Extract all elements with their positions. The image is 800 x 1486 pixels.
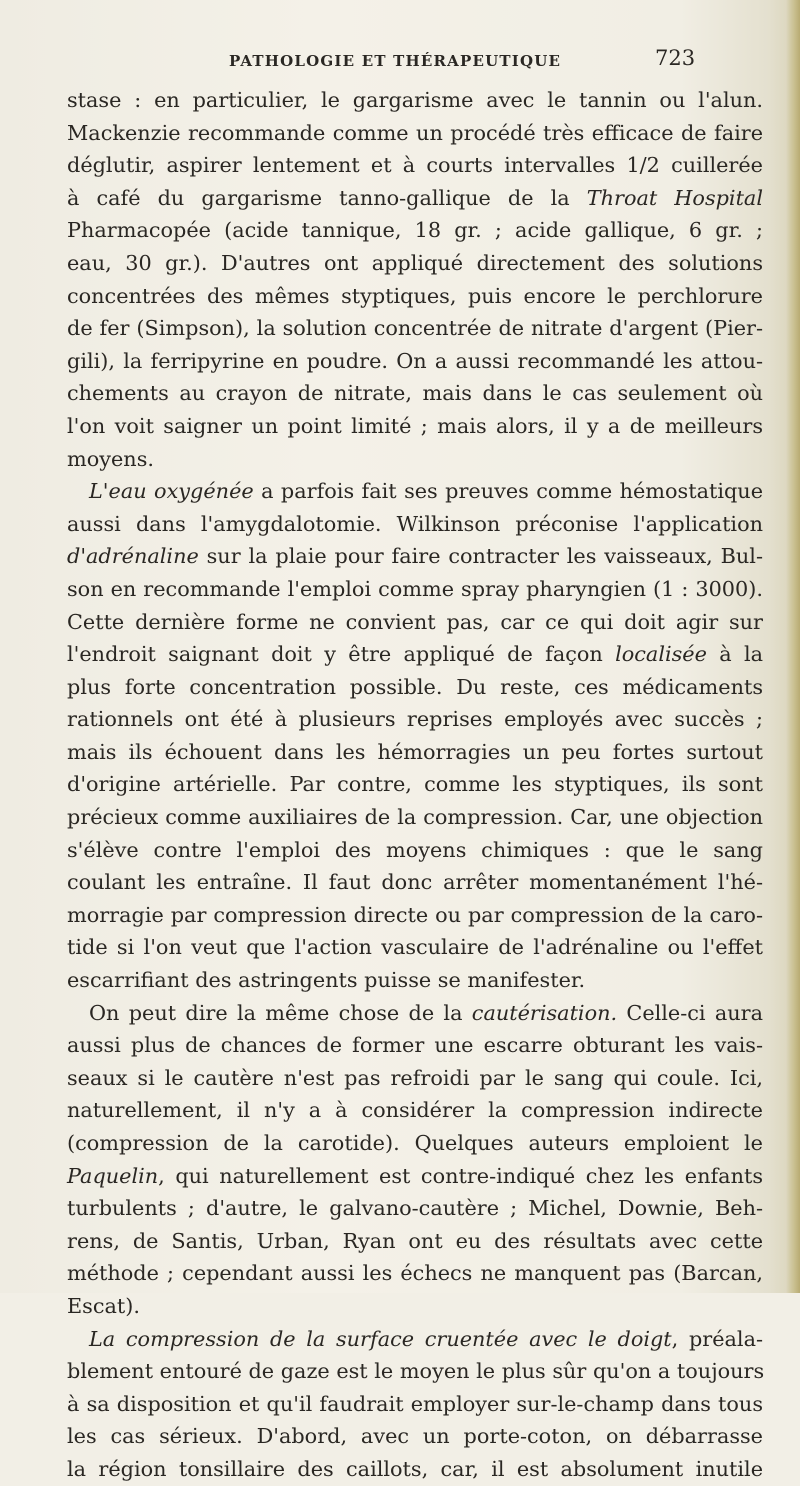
text-line: aussi plus de chances de former une escarre obturant les vais- [67, 1033, 763, 1058]
text-line: les cas sérieux. D'abord, avec un porte-coton, on débarrasse [67, 1424, 763, 1449]
text-line: son en recommande l'emploi comme spray pharyngien (1 : 3000). [67, 576, 763, 601]
text-line: stase : en particulier, le gargarisme avec le tannin ou l'alun. [67, 88, 763, 112]
text-line: naturellement, il n'y a à considérer la compression indirecte [67, 1098, 763, 1123]
text-line: gili), la ferripyrine en poudre. On a aussi recommandé les attou- [67, 348, 763, 373]
text-line: Pharmacopée (acide tannique, 18 gr. ; acide gallique, 6 gr. ; [67, 218, 763, 243]
text-line: eau, 30 gr.). D'autres ont appliqué directement des solutions [67, 250, 763, 275]
text-line: blement entouré de gaze est le moyen le plus sûr qu'on a toujours [67, 1359, 765, 1384]
text-line: de fer (Simpson), la solution concentrée de nitrate d'argent (Pier- [67, 316, 763, 341]
text-line: rationnels ont été à plusieurs reprises employés avec succès ; [67, 707, 763, 732]
text-line: méthode ; cependant aussi les échecs ne manquent pas (Barcan, [67, 1261, 763, 1286]
text-segment: Celle-ci aura [617, 1000, 764, 1025]
text-line: d'origine artérielle. Par contre, comme les styptiques, ils sont [67, 772, 763, 797]
text-line [67, 1160, 763, 1193]
text-line: turbulents ; d'autre, le galvano-cautère ; Michel, Downie, Beh- [67, 1196, 763, 1221]
text-segment: , qui naturellement est contre-indiqué chez les enfants [158, 1163, 763, 1188]
text-line [67, 638, 763, 671]
text-line [67, 182, 763, 215]
text-line: Cette dernière forme ne convient pas, car ce qui doit agir sur [67, 609, 763, 634]
text-line: à sa disposition et qu'il faudrait employer sur-le-champ dans tous [67, 1391, 763, 1416]
text-line: tide si l'on veut que l'action vasculaire de l'adrénaline ou l'effet [67, 935, 763, 960]
text-line: plus forte concentration possible. Du reste, ces médicaments [67, 674, 763, 699]
italic-term: La compression de la surface cruentée avec le doigt [89, 1326, 672, 1351]
text-line: seaux si le cautère n'est pas refroidi par le sang qui coule. Ici, [67, 1065, 763, 1090]
text-line: l'on voit saigner un point limité ; mais alors, il y a de meilleurs [67, 413, 763, 438]
text-line [67, 475, 763, 508]
text-line: coulant les entraîne. Il faut donc arrêter momentanément l'hé- [67, 870, 763, 895]
text-segment: On peut dire la même chose de la [89, 1000, 472, 1025]
text-segment: , préala- [671, 1326, 764, 1351]
text-line: (compression de la carotide). Quelques auteurs emploient le [67, 1131, 763, 1155]
text-line: moyens. [67, 446, 154, 471]
text-line: chements au crayon de nitrate, mais dans le cas seulement où [67, 381, 763, 406]
text-line: Escat). [67, 1293, 140, 1318]
italic-term: Paquelin [67, 1163, 159, 1188]
text-line: rens, de Santis, Urban, Ryan ont eu des résultats avec cette [67, 1228, 763, 1253]
text-line [67, 540, 763, 573]
italic-term: L'eau oxygénée [89, 479, 254, 504]
text-segment: à café du gargarisme tanno-gallique de la [67, 185, 587, 210]
text-line: escarrifiant des astringents puisse se manifester. [67, 968, 586, 993]
page-edge-shadow [786, 0, 800, 1293]
text-line [67, 1323, 763, 1356]
text-line: aussi dans l'amygdalotomie. Wilkinson préconise l'application [67, 511, 763, 536]
text-segment: l'endroit saignant doit y être appliqué de façon [67, 642, 616, 667]
text-line: mais ils échouent dans les hémorragies un peu fortes surtout [67, 739, 763, 764]
text-line: précieux comme auxiliaires de la compression. Car, une objection [67, 805, 763, 830]
page-header [0, 46, 800, 76]
text-line: s'élève contre l'emploi des moyens chimiques : que le sang [67, 837, 763, 862]
body-text [67, 84, 763, 1486]
text-segment: à la [706, 642, 764, 667]
text-line: la région tonsillaire des caillots, car, il est absolument inutile [67, 1456, 763, 1481]
page-number: 723 [655, 46, 696, 70]
text-line: déglutir, aspirer lentement et à courts intervalles 1/2 cuillerée [67, 153, 763, 178]
italic-term: localisée [615, 642, 707, 667]
text-segment: sur la plaie pour faire contracter les vaisseaux, Bul- [198, 544, 763, 569]
italic-term: Throat Hospital [586, 185, 763, 210]
text-line: concentrées des mêmes styptiques, puis encore le perchlorure [67, 283, 763, 308]
text-segment: a parfois fait ses preuves comme hémostatique [253, 479, 763, 504]
text-line: Mackenzie recommande comme un procédé très efficace de faire [67, 120, 763, 145]
text-line [67, 997, 763, 1030]
italic-term: cautérisation. [471, 1000, 618, 1025]
italic-term: d'adrénaline [67, 544, 199, 569]
running-title: PATHOLOGIE ET THÉRAPEUTIQUE [229, 52, 562, 70]
text-line: morragie par compression directe ou par compression de la caro- [67, 902, 763, 927]
